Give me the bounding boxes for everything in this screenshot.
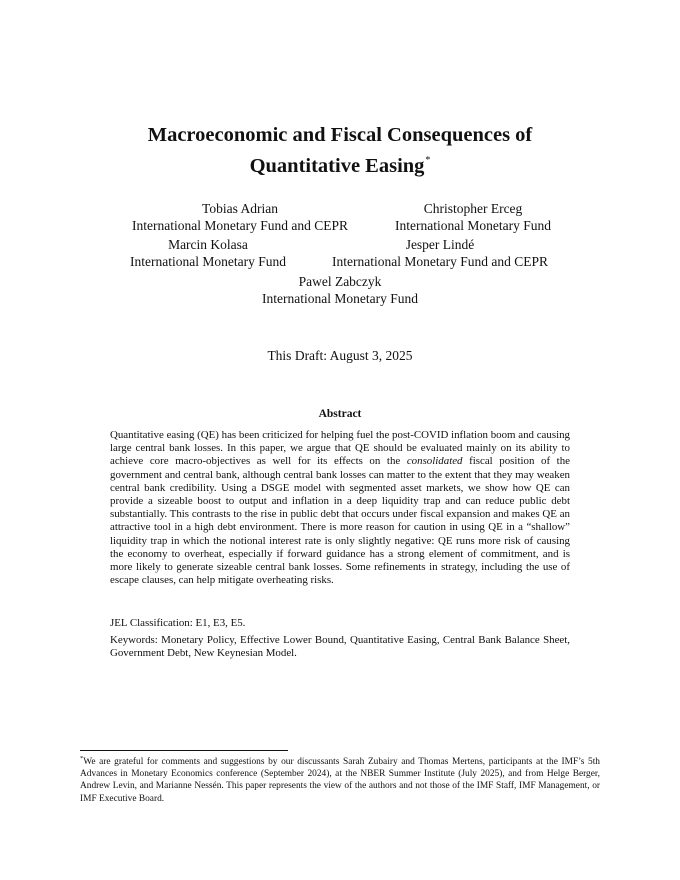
jel-classification: JEL Classification: E1, E3, E5. <box>110 617 246 629</box>
abstract-emphasis: consolidated <box>406 455 463 468</box>
keywords: Keywords: Monetary Policy, Effective Lower Bound, Quantitative Easing, Central Bank Balance Sheet, Government Debt, New Keynesian Model. <box>110 634 570 660</box>
abstract-heading: Abstract <box>318 408 362 420</box>
author-block <box>240 273 440 307</box>
footnote-text: We are grateful for comments and suggestions by our discussants Sarah Zubairy and Thomas Mertens, participants at the IMF’s 5th Advances in Monetary Economics conference (September 2024), at the NBER Summer Institute (July 2025), and from Helge Berger, Andrew Levin, and Marianne Nessén. This paper represents the view of the authors and not those of the IMF Staff, IMF Management, or IMF Executive Board. <box>80 757 600 804</box>
paper-title <box>80 122 600 179</box>
author-block <box>322 236 558 270</box>
abstract-text: fiscal position of the government and central bank, although central bank losses can matter to the extent that they may weaken central bank credibility. Using a DSGE model with segmented asset markets, we show how QE can provide a sizeable boost to output and inflation in a deep liquidity trap and can reduce public debt substantially. This contrasts to the rise in public debt that occurs under fiscal expansion and makes QE an attractive tool in a high debt environment. There is more reason for caution in using QE in a “shallow” liquidity trap in which the notional interest rate is only slightly negative: QE runs more risk of causing the economy to overheat, especially if forward guidance has a strong element of commitment, and is more likely to generate sizeable central bank losses. Some refinements in strategy, including the use of escape clauses, can help mitigate overheating risks. <box>110 455 570 587</box>
author-affiliation: International Monetary Fund <box>395 218 551 233</box>
author-block <box>388 200 558 234</box>
footnote <box>80 753 600 805</box>
title-line-1: Macroeconomic and Fiscal Consequences of <box>147 124 533 146</box>
author-affiliation: International Monetary Fund and CEPR <box>132 218 348 233</box>
author-affiliation: International Monetary Fund <box>130 254 286 269</box>
title-footnote-mark: * <box>425 155 431 166</box>
author-affiliation: International Monetary Fund <box>262 291 418 306</box>
footnote-mark: * <box>80 755 84 762</box>
author-name: Marcin Kolasa <box>168 237 248 252</box>
author-name: Christopher Erceg <box>423 201 523 216</box>
abstract-body <box>110 429 570 587</box>
author-block <box>123 236 293 270</box>
footnote-rule <box>80 750 288 751</box>
abstract-text: Quantitative easing (QE) has been criticized for helping fuel the post-COVID inflation boom and causing large central bank losses. In this paper, we argue that QE should be evaluated mainly on its ability to achieve core macro-objectives as well for its effects on the <box>110 429 570 468</box>
title-line-2: Quantitative Easing <box>249 155 425 177</box>
draft-date: This Draft: August 3, 2025 <box>267 348 413 363</box>
author-name: Tobias Adrian <box>202 201 278 216</box>
author-block <box>123 200 357 234</box>
author-affiliation: International Monetary Fund and CEPR <box>332 254 548 269</box>
author-name: Jesper Lindé <box>405 237 475 252</box>
author-name: Pawel Zabczyk <box>298 274 382 289</box>
